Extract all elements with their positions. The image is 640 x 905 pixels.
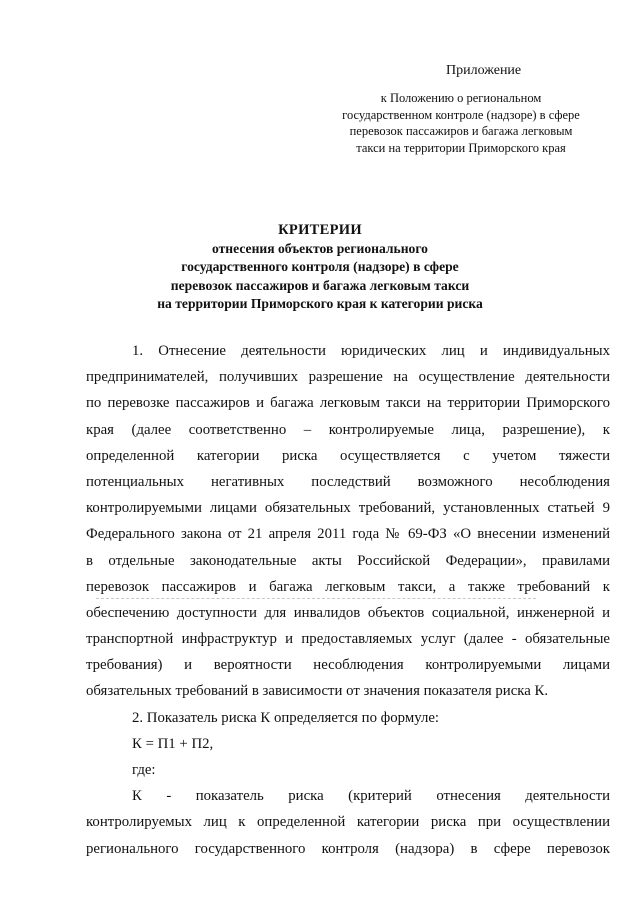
paragraph-line: потенциальных негативных последствий возможного несоблюдения [86,473,610,490]
document-body [86,338,610,862]
paragraph-line: Федерального закона от 21 апреля 2011 года № 69-ФЗ «О внесении изменений [86,526,610,543]
paragraph-line: контролируемыми лицами обязательных требований, установленных статьей 9 [86,500,610,517]
paragraph-line: определенной категории риска осуществляется с учетом тяжести [86,447,610,464]
paragraph-line: где: [132,762,156,778]
paragraph-line: контролируемых лиц к определенной категории риска при осуществлении [86,814,610,831]
paragraph-line: предпринимателей, получивших разрешение на осуществление деятельности [86,369,610,386]
paragraph-line: регионального государственного контроля (надзора) в сфере перевозок [86,840,610,857]
paragraph-line: 2. Показатель риска К определяется по формуле: [132,709,440,726]
document-title-line: на территории Приморского края к категории риска [157,296,483,312]
document-title-line: перевозок пассажиров и багажа легковым такси [170,277,470,293]
paragraph-line: К - показатель риска (критерий отнесения деятельности [132,788,610,805]
appendix-reference-line: к Положению о региональном [380,91,542,105]
appendix-reference-line: перевозок пассажиров и багажа легковым [349,124,573,138]
paragraph-line: по перевозке пассажиров и багажа легковым такси на территории Приморского [86,395,610,412]
paragraph-line: требования) и вероятности несоблюдения контролируемыми лицами [86,657,610,674]
appendix-reference [320,90,602,156]
document-title-line: отнесения объектов регионального [212,241,428,256]
paragraph-line: перевозок пассажиров и багажа легковым такси, а также требований к [86,578,610,595]
paragraph-line: обеспечению доступности для инвалидов объектов социальной, инженерной и [86,604,610,621]
document-title-main: КРИТЕРИИ [278,222,362,238]
paragraph-line: 1. Отнесение деятельности юридических лиц и индивидуальных [132,343,610,359]
appendix-reference-line: государственном контроле (надзоре) в сфере [342,107,580,122]
paragraph-line: в отдельные законодательные акты Российской Федерации», правилами [86,552,610,569]
appendix-reference-line: такси на территории Приморского края [356,140,566,155]
appendix-title: Приложение [446,63,522,78]
document-title-line: государственного контроля (надзоре) в сфере [181,259,459,275]
document-title [90,220,550,314]
paragraph-line: обязательных требований в зависимости от значения показателя риска К. [86,683,549,700]
paragraph-line: транспортной инфраструктур и предоставляемых услуг (далее - обязательные [86,631,610,648]
formula-line: К = П1 + П2, [132,735,214,752]
paragraph-line: края (далее соответственно – контролируемые лица, разрешение), к [86,421,610,438]
